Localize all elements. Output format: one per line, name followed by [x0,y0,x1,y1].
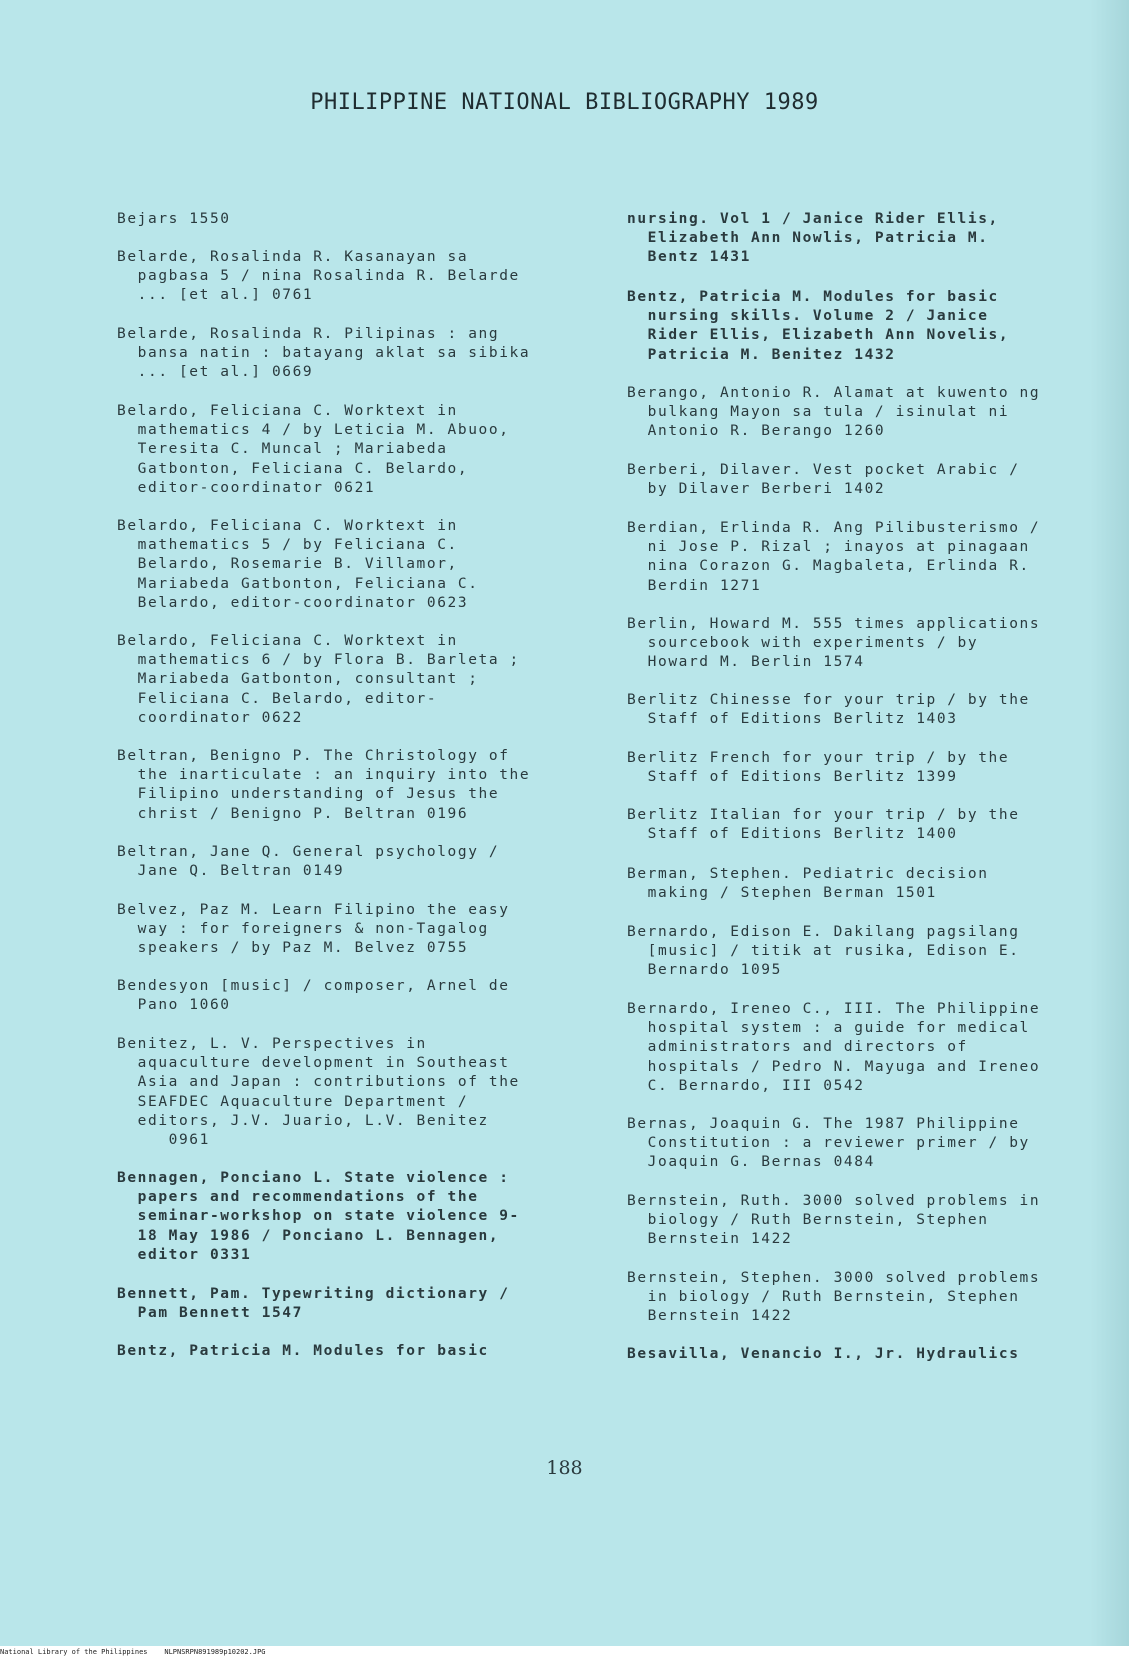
bib-entry: Belvez, Paz M. Learn Filipino the easy way : for foreigners & non-Tagalog speakers / by Paz M. Belvez 0755 [117,902,510,957]
bib-entry: Bentz, Patricia M. Modules for basic [117,1343,489,1359]
bib-entry: Bernardo, Edison E. Dakilang pagsilang [music] / titik at rusika, Edison E. Bernardo 1095 [627,924,1020,979]
bib-entry: Berberi, Dilaver. Vest pocket Arabic / by Dilaver Berberi 1402 [627,462,1020,498]
bib-entry: Bernas, Joaquin G. The 1987 Philippine Constitution : a reviewer primer / by Joaquin G. Bernas 0484 [627,1116,1030,1171]
bib-entry: Berango, Antonio R. Alamat at kuwento ng bulkang Mayon sa tula / isinulat ni Antonio R. Berango 1260 [627,385,1041,440]
bib-entry: Beltran, Benigno P. The Christology of the inarticulate : an inquiry into the Filipino understanding of Jesus the christ / Benigno P. Beltran 0196 [117,748,531,822]
bib-entry: Bendesyon [music] / composer, Arnel de Pano 1060 [117,978,510,1014]
bib-entry: Benitez, L. V. Perspectives in aquaculture development in Southeast Asia and Japan : contributions of the SEAFDEC Aquaculture Department / editors, J.V. Juario, L.V. Benitez 0961 [117,1036,520,1149]
bib-entry: Berman, Stephen. Pediatric decision making / Stephen Berman 1501 [627,866,989,902]
bib-entry: Beltran, Jane Q. General psychology / Jane Q. Beltran 0149 [117,844,500,880]
page-title: PHILIPPINE NATIONAL BIBLIOGRAPHY 1989 [310,90,819,115]
bib-entry: Berlitz Italian for your trip / by the Staff of Editions Berlitz 1400 [627,807,1020,843]
bib-entry: Besavilla, Venancio I., Jr. Hydraulics [627,1346,1020,1362]
bib-entry: Bejars 1550 [117,211,231,227]
bib-entry: Bentz, Patricia M. Modules for basic nursing skills. Volume 2 / Janice Rider Ellis, Elizabeth Ann Novelis, Patricia M. Benitez 1432 [627,289,1010,363]
bib-entry: Belardo, Feliciana C. Worktext in mathematics 5 / by Feliciana C. Belardo, Rosemarie B. Villamor, Mariabeda Gatbonton, Feliciana C. Belardo, editor-coordinator 0623 [117,518,479,611]
page-edge-shadow [1089,0,1129,1658]
bib-entry: Belardo, Feliciana C. Worktext in mathematics 6 / by Flora B. Barleta ; Mariabeda Gatbonton, consultant ; Feliciana C. Belardo, editor- coordinator 0622 [117,633,520,726]
bib-entry: Bernstein, Ruth. 3000 solved problems in biology / Ruth Bernstein, Stephen Bernstein 1422 [627,1193,1041,1248]
bib-entry: Bennett, Pam. Typewriting dictionary / Pam Bennett 1547 [117,1286,510,1322]
bib-entry: Berlitz French for your trip / by the Staff of Editions Berlitz 1399 [627,750,1010,786]
bib-entry: Belarde, Rosalinda R. Pilipinas : ang bansa natin : batayang aklat sa sibika ... [et al.] 0669 [117,326,531,381]
bib-entry: Bennagen, Ponciano L. State violence : papers and recommendations of the seminar-workshop on state violence 9- 18 May 1986 / Ponciano L. Bennagen, editor 0331 [117,1170,520,1263]
bib-entry: nursing. Vol 1 / Janice Rider Ellis, Elizabeth Ann Nowlis, Patricia M. Bentz 1431 [627,211,999,266]
bib-entry: Belardo, Feliciana C. Worktext in mathematics 4 / by Leticia M. Abuoo, Teresita C. Muncal ; Mariabeda Gatbonton, Feliciana C. Belardo, editor-coordinator 0621 [117,403,510,496]
bib-entry: Berlitz Chinesse for your trip / by the Staff of Editions Berlitz 1403 [627,692,1030,728]
bib-entry: Belarde, Rosalinda R. Kasanayan sa pagbasa 5 / nina Rosalinda R. Belarde ... [et al.] 0761 [117,249,520,304]
bib-entry: Bernardo, Ireneo C., III. The Philippine hospital system : a guide for medical administrators and directors of hospitals / Pedro N. Mayuga and Ireneo C. Bernardo, III 0542 [627,1001,1041,1094]
bib-entry: Bernstein, Stephen. 3000 solved problems in biology / Ruth Bernstein, Stephen Bernstein 1422 [627,1270,1041,1325]
bib-entry: Berlin, Howard M. 555 times applications sourcebook with experiments / by Howard M. Berlin 1574 [627,616,1041,671]
bib-entry: Berdian, Erlinda R. Ang Pilibusterismo / ni Jose P. Rizal ; inayos at pinagaan nina Corazon G. Magbaleta, Erlinda R. Berdin 1271 [627,520,1041,594]
page-number: 188 [546,1457,583,1479]
scan-footer: National Library of the Philippines NLPNSRPN891989p10202.JPG [0,1646,1129,1658]
